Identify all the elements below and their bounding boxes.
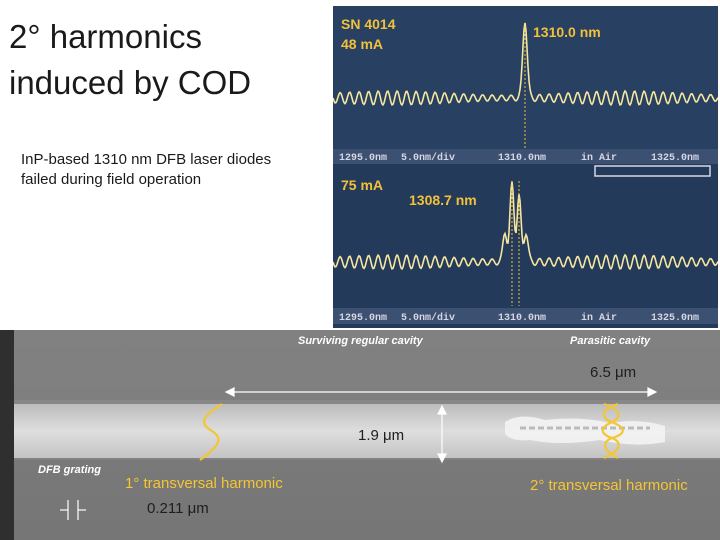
label-parasitic-cavity: Parasitic cavity — [570, 335, 651, 347]
caption-line-2: failed during field operation — [21, 171, 202, 188]
label-first-harmonic: 1° transversal harmonic — [125, 475, 283, 492]
sample-id: SN 4014 — [341, 16, 396, 32]
scale-start-bottom: 1295.0nm — [339, 313, 388, 324]
scale-div-bottom: 5.0nm/div — [401, 313, 456, 324]
sem-svg — [0, 330, 720, 540]
peak-label-top: 1310.0 nm — [533, 24, 601, 40]
label-dfb-grating: DFB grating — [38, 464, 101, 476]
scale-medium-bottom: in Air — [581, 313, 618, 324]
title-line-1: 2° harmonics — [9, 18, 202, 55]
sem-micrograph — [0, 330, 720, 540]
label-regular-cavity: Surviving regular cavity — [298, 335, 423, 347]
current-bottom: 75 mA — [341, 177, 384, 193]
label-second-harmonic: 2° transversal harmonic — [530, 477, 688, 494]
scale-center-top: 1310.0nm — [498, 153, 547, 164]
scale-div-top: 5.0nm/div — [401, 153, 456, 164]
scale-end-bottom: 1325.0nm — [651, 313, 700, 324]
slide-caption — [21, 150, 321, 190]
current-top: 48 mA — [341, 36, 384, 52]
label-stripe-width: 1.9 μm — [358, 427, 405, 444]
scale-center-bottom: 1310.0nm — [498, 313, 547, 324]
title-line-2: induced by COD — [9, 64, 252, 101]
label-grating-period: 0.211 μm — [147, 500, 209, 517]
peak-label-bottom: 1308.7 nm — [409, 192, 477, 208]
label-parasitic-width: 6.5 μm — [590, 364, 637, 381]
spectra-svg — [333, 6, 718, 328]
scale-start-top: 1295.0nm — [339, 153, 388, 164]
sample-edge — [0, 330, 14, 540]
spectra-photo — [333, 6, 718, 328]
scale-medium-top: in Air — [581, 153, 618, 164]
slide-title — [9, 14, 319, 106]
caption-line-1: InP-based 1310 nm DFB laser diodes — [21, 151, 272, 168]
scale-end-top: 1325.0nm — [651, 153, 700, 164]
